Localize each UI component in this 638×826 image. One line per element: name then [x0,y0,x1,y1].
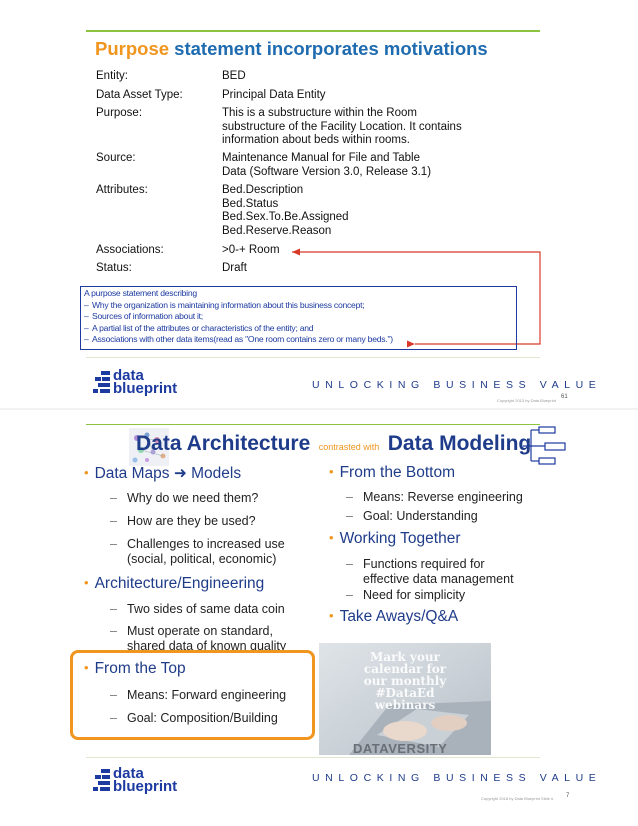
asset-type-key: Data Asset Type: [96,89,183,101]
purpose-key: Purpose: [96,107,143,119]
entity-key: Entity: [96,70,128,82]
sub-bullet: – Means: Forward engineering [110,688,287,702]
logo-mark-icon [93,369,113,397]
sub-bullet: – Goal: Understanding [346,509,478,523]
status-key: Status: [96,262,132,274]
copyright: Copyright 2018 by Data Blueprint Slide # [481,796,554,801]
asset-type-value: Principal Data Entity [222,89,326,101]
callout-item: – A partial list of the attributes or characteristics of the entity; and [84,322,314,333]
source-value: Maintenance Manual for File and Table Data (Software Version 3.0, Release 3.1) [222,152,432,178]
footer-rule [86,357,540,358]
bullet-from-the-bottom: • From the Bottom [329,464,455,481]
sub-bullet: – Must operate on standard, shared data of known quality [110,624,287,653]
callout-item: – Associations with other data items(read as "One room contains zero or many beds.") [84,334,393,345]
tagline: UNLOCKING BUSINESS VALUE [312,772,602,784]
data-model-diagram-icon [517,425,567,469]
title-connector: contrasted with [318,442,380,452]
sub-bullet: – Functions required for effective data management [346,557,514,586]
page-number: 7 [566,793,570,799]
promo-caption: Mark your calendar for our monthly #DataEd webinars [363,650,447,712]
page-number: 61 [561,394,568,400]
copyright: Copyright 2013 by Data Blueprint [497,398,556,403]
sub-bullet: – Means: Reverse engineering [346,490,523,504]
webinar-promo-image [319,643,491,755]
sub-bullet: – Goal: Composition/Building [110,711,278,725]
associations-value: >0-+ Room [222,244,280,256]
bullet-take-aways: • Take Aways/Q&A [329,608,459,625]
callout-item: – Sources of information about it; [84,311,203,322]
sub-bullet: – Need for simplicity [346,588,466,602]
entity-value: BED [222,70,246,82]
bullet-architecture-engineering: • Architecture/Engineering [84,575,265,592]
purpose-callout [80,286,517,350]
sub-bullet: – Why do we need them? [110,491,259,505]
tagline: UNLOCKING BUSINESS VALUE [312,379,602,391]
callout-heading: A purpose statement describing [84,288,197,298]
bullet-working-together: • Working Together [329,530,461,547]
sub-bullet: – Challenges to increased use (social, political, economic) [110,537,285,566]
attributes-key: Attributes: [96,184,148,196]
purpose-value: This is a substructure within the Room substructure of the Facility Location. It contains information about beds within rooms. [222,107,462,146]
bullet-data-maps: • Data Maps ➜ Models [84,465,242,482]
dataversity-logo: DATAVERSITY [353,741,448,756]
title-highlight: Purpose [95,38,170,59]
source-key: Source: [96,152,136,164]
slide2-top-rule [86,424,540,425]
slide2-footer-rule [86,757,540,758]
associations-key: Associations: [96,244,164,256]
status-value: Draft [222,262,247,274]
bullet-from-the-top: • From the Top [84,660,186,677]
logo-mark-icon [93,767,113,795]
slide-purpose-statement: Purpose statement incorporates motivations Entity: BED Data Asset Type: Principal Data Entity Purpose: This is a substructure within the Room substructure of the Facility Location. It contains information about beds within rooms. Source: Maintenance Manual for File and Table Data (Software Version 3.0, Release 3.1) Attributes: Bed.Description Bed.Status Bed.Sex.To.Be.Assigned Bed.Reserve.Reason Associations: >0-+ Room Status: Draft A purpose statement describing – Why the organization is maintaining information about this business concept; – Sources of information about it; – A partial list of the attributes or characteristics of the entity; and – Associations with other data items(read as "One room contains zero or many beds.") data blueprint UNLOCKING BUSINESS VALUE Copyright 2013 by Data Blueprint 61 [0,0,638,408]
title-rest: statement incorporates motivations [174,38,488,59]
title-modeling: Data Modeling [387,432,532,455]
sub-bullet: – Two sides of same data coin [110,602,285,616]
callout-item: – Why the organization is maintaining information about this business concept; [84,299,365,310]
slide2-title [136,432,531,456]
title-architecture: Data Architecture [136,432,311,455]
sub-bullet: – How are they be used? [110,514,256,528]
attributes-value: Bed.Description Bed.Status Bed.Sex.To.Be.Assigned Bed.Reserve.Reason [222,184,349,237]
